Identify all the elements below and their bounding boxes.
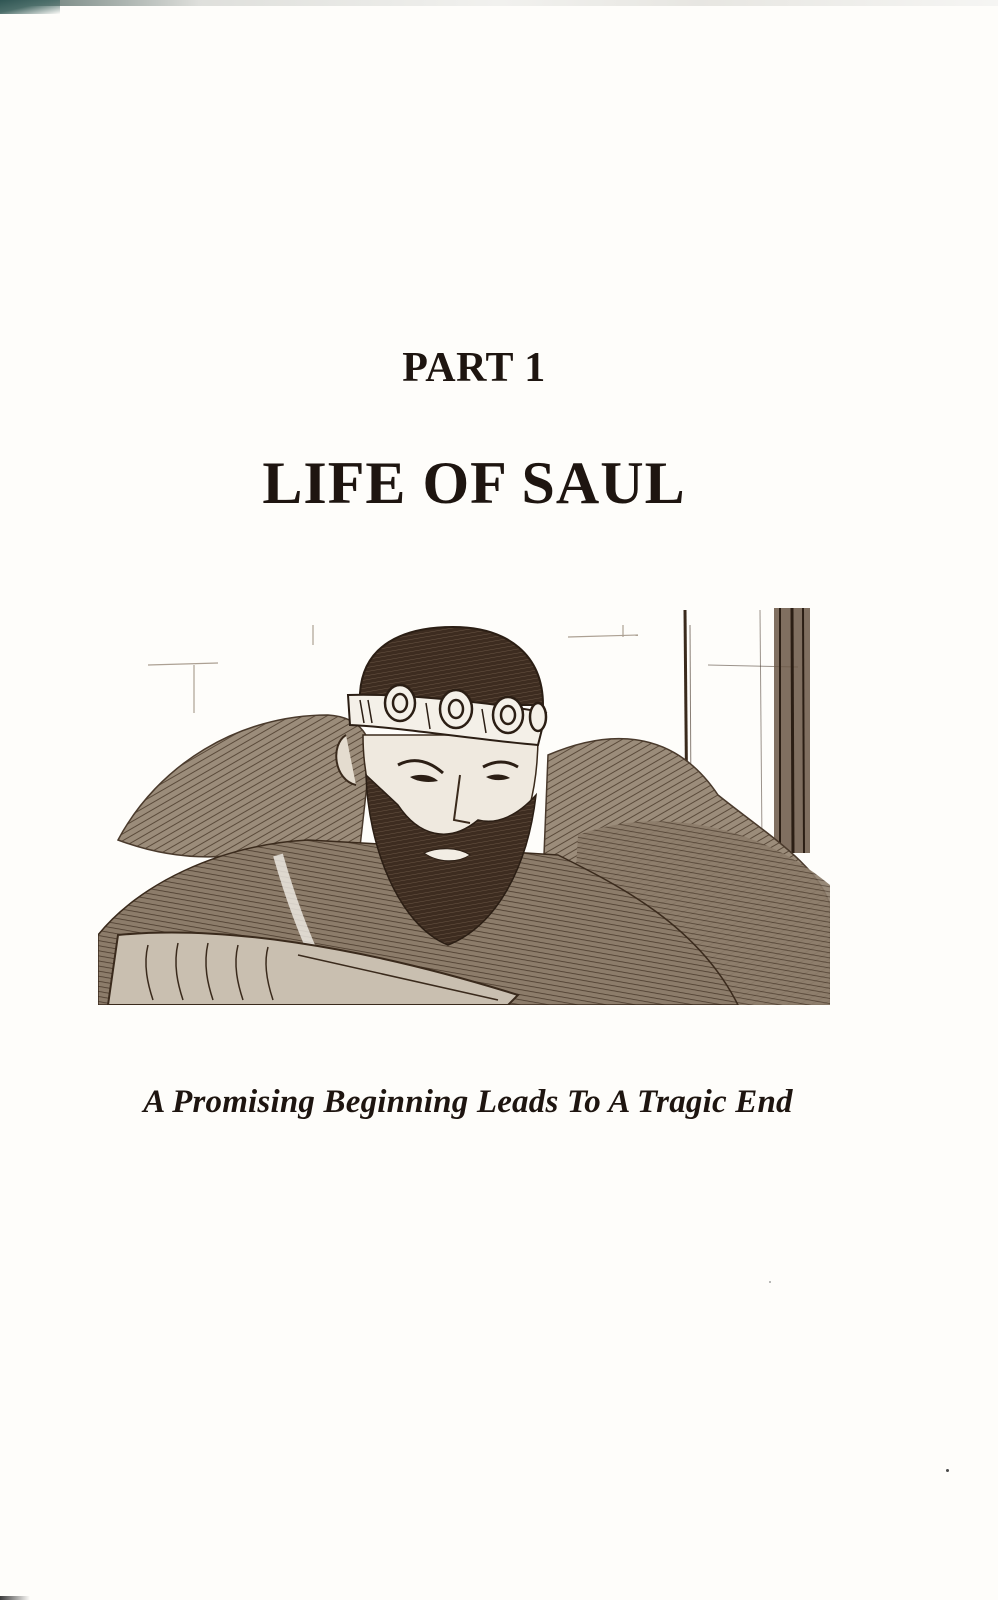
page-top-edge <box>0 0 998 6</box>
king-sketch-icon <box>98 605 830 1005</box>
saul-illustration <box>98 605 830 1005</box>
page-corner-shadow <box>0 0 60 14</box>
page-title: LIFE OF SAUL <box>262 450 686 516</box>
paper-speck <box>769 1281 771 1283</box>
part-label: PART 1 <box>402 345 546 391</box>
page-subtitle: A Promising Beginning Leads To A Tragic End <box>143 1084 793 1120</box>
paper-speck <box>946 1469 949 1472</box>
page-bottom-shadow <box>0 1596 30 1600</box>
